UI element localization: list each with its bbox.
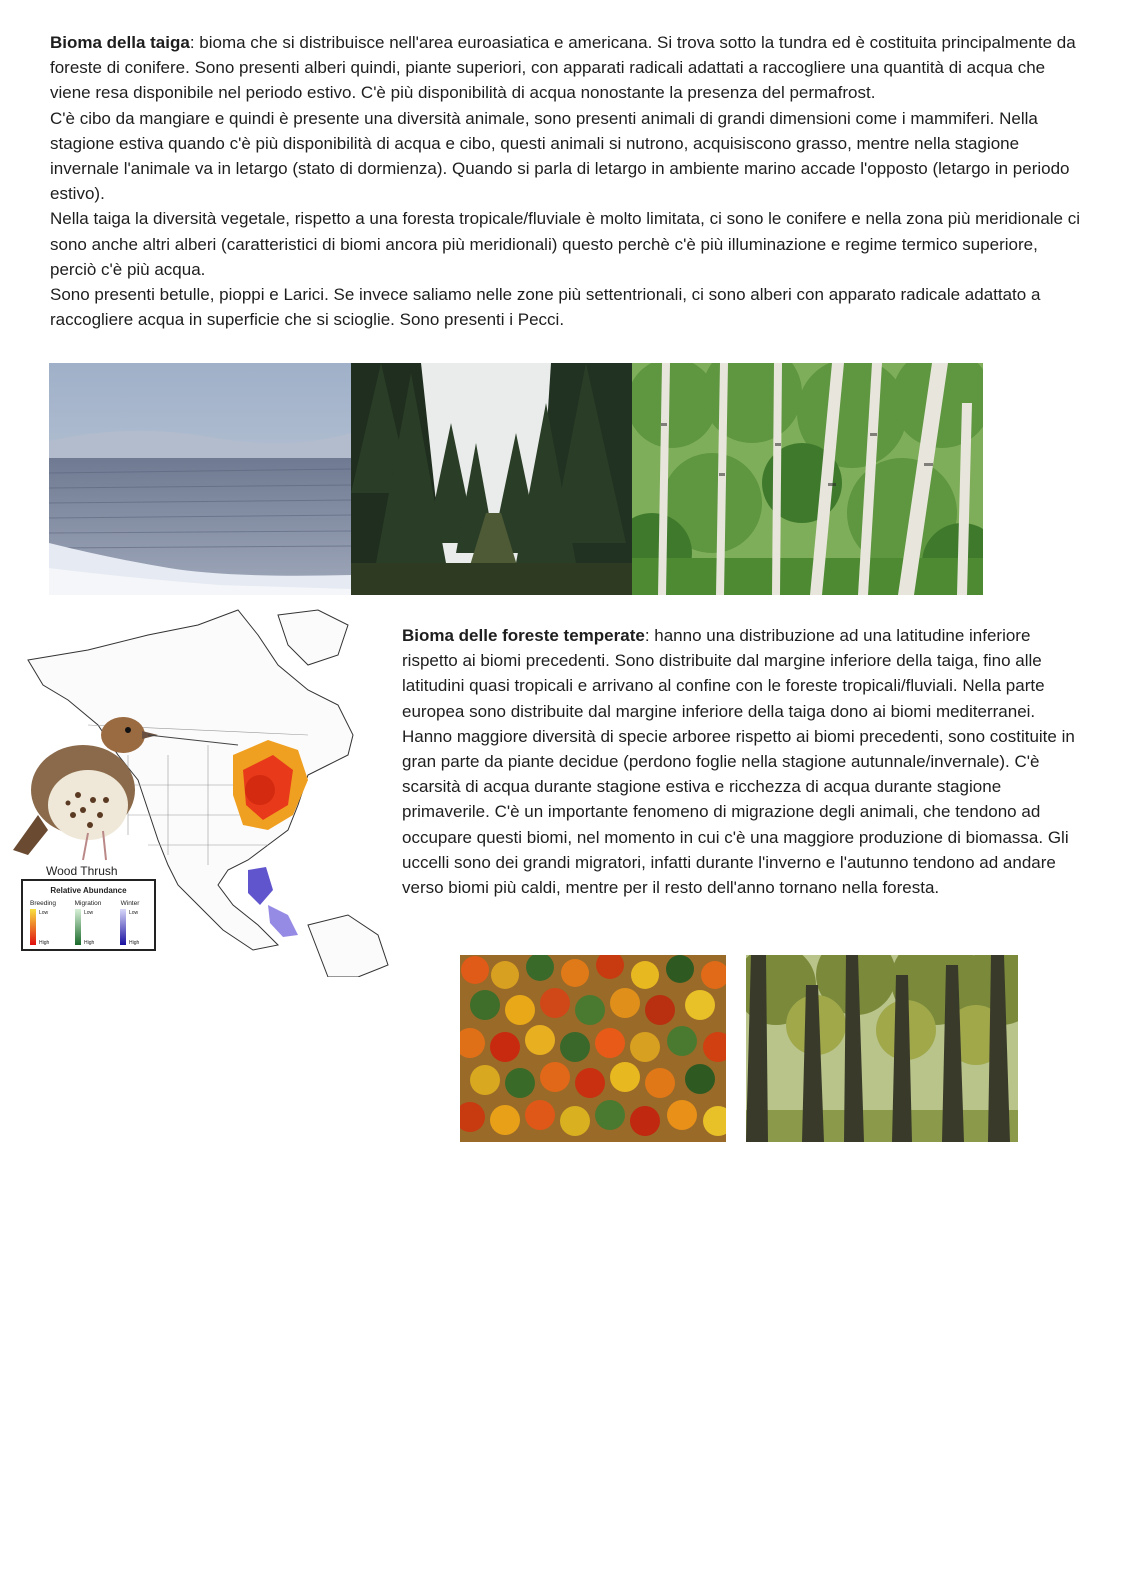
beech-forest-photo <box>746 955 1018 1142</box>
legend-winter-swatch <box>120 909 126 945</box>
taiga-paragraph-3: Nella taiga la diversità vegetale, rispetto a una foresta tropicale/fluviale è molto limitata, ci sono le conifere e nella zona più meridionale ci sono anche altri alberi (caratteristici di biomi ancora più meridionali) questo perchè c'è più illuminazione e regime termico superiore, perciò c'è più acqua. <box>50 209 1081 279</box>
legend-breeding-swatch <box>30 909 36 945</box>
birch-forest-photo <box>632 363 983 595</box>
temperate-paragraph-2: Hanno maggiore diversità di specie arboree rispetto ai biomi precedenti, sono costituite in gran parte da piante decidue (perdono foglie nella stagione autunnale/invernale). C'è scarsità di acqua durante stagione estiva e ricchezza di acqua durante stagione primaverile. C'è un importante fenomeno di migrazione degli animali, che tendono ad occupare questi biomi, nel momento in cui c'è una maggiore produzione di biomassa. Gli uccelli sono dei grandi migratori, infatti durante l'inverno e l'autunno tendono ad andare verso biomi più caldi, mentre per il resto dell'anno tornano nella foresta. <box>402 726 1075 898</box>
wood-thrush-range-map <box>8 605 393 977</box>
autumn-forest-aerial-photo <box>460 955 726 1142</box>
legend-breeding-label: Breeding <box>29 900 57 907</box>
taiga-paragraph-1: Bioma della taiga: bioma che si distribuisce nell'area euroasiatica e americana. Si trova sotto la tundra ed è costituita principalmente da foreste di conifere. Sono presenti alberi quindi, piante superiori, con apparati radicali adattati a raccogliere una quantità di acqua che viene resa disponibile nel periodo estivo. C'è più disponibilità di acqua nonostante la presenza del permafrost. <box>50 33 1076 103</box>
legend-high-1: High <box>39 940 50 946</box>
taiga-section <box>50 30 1080 332</box>
legend-winter-label: Winter <box>120 900 140 907</box>
taiga-paragraph-2: C'è cibo da mangiare e quindi è presente una diversità animale, sono presenti animali di grandi dimensioni come i mammiferi. Nella stagione estiva quando c'è più disponibilità di acqua e cibo, questi animali si nutrono, acquisiscono grasso, mentre nella stagione invernale l'animale va in letargo (stato di dormienza). Quando si parla di letargo in ambiente marino accade l'opposto (letargo in periodo estivo). <box>50 108 1070 204</box>
spruce-forest-photo <box>351 363 632 595</box>
taiga-paragraph-4: Sono presenti betulle, pioppi e Larici. Se invece saliamo nelle zone più settentrionali, ci sono alberi con apparato radicale adattato a raccogliere acqua in superficie che si scioglie. Sono presenti i Pecci. <box>50 285 1041 330</box>
legend-low-3: Low <box>129 910 139 916</box>
legend-title: Relative Abundance <box>50 886 127 895</box>
temperate-section <box>402 623 1082 900</box>
legend-migration-label: Migration <box>74 900 102 907</box>
taiga-title: Bioma della taiga <box>50 33 190 52</box>
snowy-taiga-photo <box>49 363 351 595</box>
temperate-title: Bioma delle foreste temperate <box>402 626 645 645</box>
legend-migration-swatch <box>75 909 81 945</box>
legend-low-2: Low <box>84 910 94 916</box>
legend-low-1: Low <box>39 910 49 916</box>
species-label: Wood Thrush <box>46 864 118 878</box>
legend-high-3: High <box>129 940 140 946</box>
temperate-paragraph-1: Bioma delle foreste temperate: hanno una distribuzione ad una latitudine inferiore rispetto ai biomi precedenti. Sono distribuite dal margine inferiore della taiga, fino alle latitudini quasi tropicali e arrivano al confine con le foreste tropicali/fluviali. Nella parte europea sono distribuite dal margine inferiore della taiga dono ai biomi mediterranei. <box>402 626 1045 721</box>
legend-high-2: High <box>84 940 95 946</box>
